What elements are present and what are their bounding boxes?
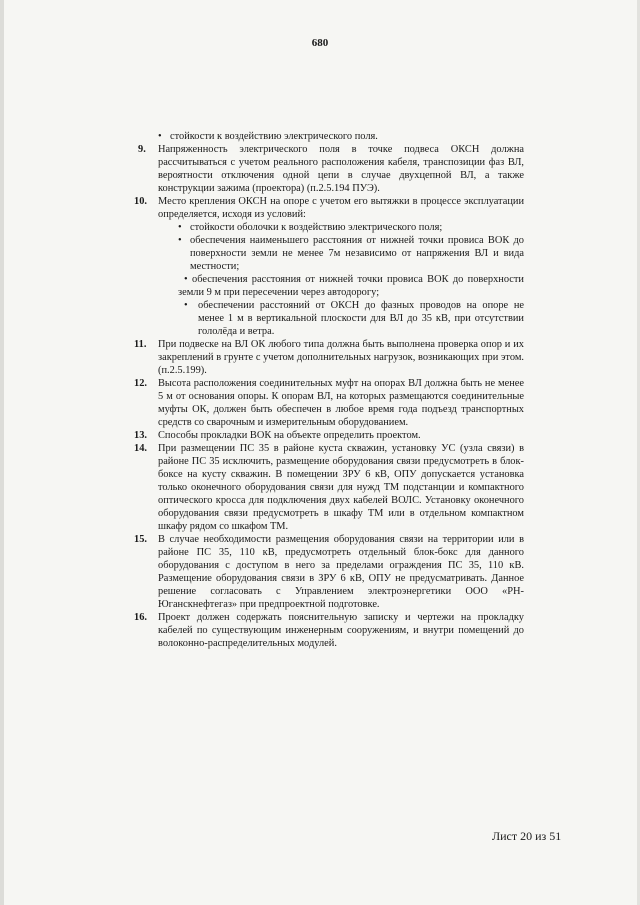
item-10-number: 10. xyxy=(134,196,147,207)
item-15-number: 15. xyxy=(134,534,147,545)
item-11-number: 11. xyxy=(134,339,147,350)
item-10-text: Место крепления ОКСН на опоре с учетом его вытяжки в процессе эксплуатации определяется, исходя из условий: xyxy=(158,196,524,220)
item-13-number: 13. xyxy=(134,430,147,441)
sheet-counter: Лист 20 из 51 xyxy=(492,829,562,843)
item-15-text: В случае необходимости размещения оборудования связи на территории или в районе ПС 35, 110 кВ, предусмотреть отдельный блок-бокс для данного оборудования с доступом в него за пределами ограждения ПС 35, 110 кВ. Размещение оборудования связи в ЗРУ 6 кВ, ОПУ не предусматривать. Данное решение согласовать с Управлением электроэнергетики ООО «РН-Юганскнефтегаз» при предпроектной подготовке. xyxy=(158,534,524,610)
item-10-bullet-2 xyxy=(158,234,524,273)
item-15 xyxy=(134,533,524,611)
item-12 xyxy=(134,377,524,429)
intro-bullet-text: • стойкости к воздействию электрического поля. xyxy=(170,131,378,142)
item-11 xyxy=(134,338,524,377)
item-10 xyxy=(134,195,524,338)
item-12-number: 12. xyxy=(134,378,147,389)
scan-edge-left xyxy=(0,0,4,905)
item-10-bullet-3-text: • обеспечения расстояния от нижней точки провиса ВОК до поверхности земли 9 м при пересечении через автодорогу; xyxy=(178,274,524,298)
item-16-number: 16. xyxy=(134,612,147,623)
item-16 xyxy=(134,611,524,650)
item-12-text: Высота расположения соединительных муфт на опорах ВЛ должна быть не менее 5 м от основания опоры. К опорам ВЛ, на которых размещаются соединительные муфты ОК, должен быть обеспечен в любое время года подъезд транспортных средств со сварочным и измерительным оборудованием. xyxy=(158,378,524,428)
item-10-bullet-4 xyxy=(158,299,524,338)
item-14 xyxy=(134,442,524,533)
item-9-number: 9. xyxy=(138,144,146,155)
item-10-bullet-1-text: • стойкости оболочки к воздействию электрического поля; xyxy=(190,222,443,233)
item-9-text: Напряженность электрического поля в точке подвеса ОКСН должна рассчитываться с учетом реального расположения кабеля, транспозиции фаз ВЛ, вероятности отключения одной цепи в случае двухцепной ВЛ, а также конструкции зажима (проектора) (п.2.5.194 ПУЭ). xyxy=(158,144,524,194)
item-11-text: При подвеске на ВЛ ОК любого типа должна быть выполнена проверка опор и их закреплений в грунте с учетом дополнительных нагрузок, возникающих при этом. (п.2.5.199). xyxy=(158,339,524,376)
intro-bullet xyxy=(138,130,524,143)
item-14-number: 14. xyxy=(134,443,147,454)
document-body xyxy=(134,130,524,650)
item-10-bullet-1 xyxy=(158,221,524,234)
item-14-text: При размещении ПС 35 в районе куста скважин, установку УС (узла связи) в районе ПС 35 исключить, размещение оборудования связи предусмотреть в блок-боксе на кусту скважин. В помещении ЗРУ 6 кВ, ОПУ допускается установка только оконечного оборудования связи для нужд ТМ подстанции и компактного оптического кросса для подключения двух кабелей ВОЛС. Установку оконечного оборудования связи предусмотреть в шкафу ТМ или в отдельном компактном шкафу рядом со шкафом ТМ. xyxy=(158,443,524,532)
item-13-text: Способы прокладки ВОК на объекте определить проектом. xyxy=(158,430,421,441)
item-16-text: Проект должен содержать пояснительную записку и чертежи на прокладку кабелей по существующим инженерным сооружениям, и внутри помещений до волоконно-распределительных модулей. xyxy=(158,612,524,649)
item-9 xyxy=(138,143,524,195)
item-10-bullet-4-text: • обеспечении расстояний от ОКСН до фазных проводов на опоре не менее 1 м в вертикальной плоскости для ВЛ до 35 кВ, при отсутствии гололёда и ветра. xyxy=(198,300,524,337)
page-number: 680 xyxy=(311,37,329,49)
item-10-bullet-2-text: • обеспечения наименьшего расстояния от нижней точки провиса ВОК до поверхности земли не менее 7м независимо от напряжения ВЛ и вида местности; xyxy=(190,235,524,272)
item-13 xyxy=(134,429,524,442)
item-10-bullet-3 xyxy=(158,273,524,299)
